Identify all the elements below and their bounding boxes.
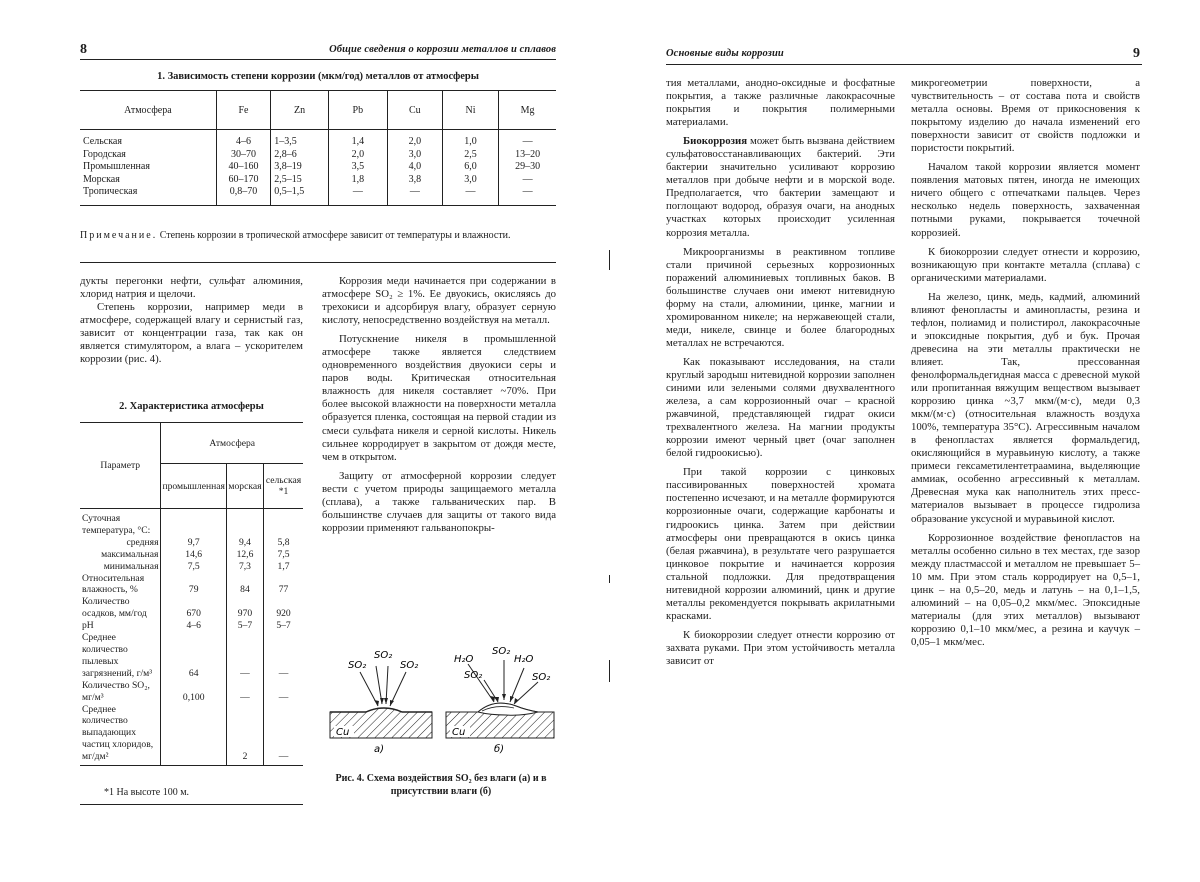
table-cell: Сельская	[83, 136, 122, 147]
table1-bottom-rule	[80, 262, 556, 263]
table-cell: максимальная	[101, 548, 159, 560]
table-cell: 9,7	[161, 537, 226, 549]
table-cell: 5,8	[264, 537, 303, 549]
table-cell: 9,4	[226, 537, 263, 549]
table-row	[80, 596, 303, 620]
table-cell: рН	[82, 620, 94, 632]
table-cell: 5–7	[226, 620, 263, 632]
table-cell: 670	[161, 596, 226, 620]
table-cell: 2	[226, 704, 263, 766]
table2-sub-header: промышленная	[161, 464, 226, 509]
left-page-column-2	[322, 275, 556, 535]
table-cell: —	[499, 130, 556, 149]
table2-footnote: *1 На высоте 100 м.	[104, 787, 190, 798]
table-cell: 14,6	[161, 549, 226, 561]
table1-header: Pb	[328, 91, 387, 130]
table-row	[80, 161, 556, 174]
figure-panel-label: а)	[374, 744, 385, 754]
table-cell: —	[499, 186, 556, 205]
gutter-mark	[609, 575, 610, 583]
figure-label: H₂O	[454, 654, 474, 665]
table-row	[80, 680, 303, 704]
table-cell: 79	[161, 573, 226, 597]
gutter-mark	[609, 250, 610, 270]
paragraph: Степень коррозии, например меди в атмосфере, содержащей влагу и сернистый газ, зависит от концентрации газа, так как он является стимулятором, а влага – ускорителем коррозии (рис. 4).	[80, 301, 303, 366]
paragraph: дукты перегонки нефти, сульфат алюминия, хлорид натрия и щелочи.	[80, 275, 303, 301]
table-cell	[264, 509, 303, 537]
table-cell: 920	[264, 596, 303, 620]
table-cell: Количество осадков, мм/год	[82, 596, 147, 620]
table-cell: 3,8	[387, 174, 442, 187]
table-cell: Относительная влажность, %	[82, 572, 145, 596]
table-row	[80, 130, 556, 149]
figure-metal-label: Cu	[336, 727, 350, 738]
table-cell: 3,0	[387, 149, 442, 162]
table1-header: Cu	[387, 91, 442, 130]
figure-label: SO₂	[464, 670, 483, 681]
right-running-head: Основные виды коррозии	[666, 48, 784, 59]
table-cell: 64	[161, 632, 226, 680]
paragraph: Коррозионное воздействие фенопластов на металлы особенно сильно в тех местах, где зазор между пластмассой и металлом не превышает 5–10 мм. При этом сталь корродирует на 0,5–1, цинк – на 0,5–20, медь и латунь – на 0,1–1,5, алюминий – на 0,05–0,2 мкм/мес. Эпоксидные материалы (для этих металлов) вызывают коррозию 0,1–10 мкм/мес, а резина и каучук – 0,05–1 мкм/мес.	[911, 531, 1140, 648]
table-cell: —	[226, 680, 263, 704]
gutter-mark	[609, 660, 610, 682]
table-cell: 0,100	[161, 680, 226, 704]
left-running-head: Общие сведения о коррозии металлов и сплавов	[329, 44, 556, 55]
table-cell: Промышленная	[83, 161, 150, 172]
table-cell: 1,8	[328, 174, 387, 187]
table-cell	[226, 509, 263, 537]
left-page-number: 8	[80, 42, 87, 57]
paragraph: микрогеометрии поверхности, а чувствительность – от состава пота и свойств металла основы. Время от прикосновения к покрытому изделию до начала изменений его поверхности зависит от свойств подложки и пористости покрытий.	[911, 77, 1140, 155]
figure-label: SO₂	[374, 650, 393, 661]
table-row	[80, 561, 303, 573]
table-cell: Среднее количество пылевых загрязнений, г/м³	[82, 632, 153, 679]
table-cell: 1–3,5	[271, 130, 329, 149]
paragraph: На железо, цинк, медь, кадмий, алюминий влияют фенопласты и аминопласты, резина и тефлон, полиамид и полистирол, лакокрасочные и эпоксидные покрытия, дуб и бук. Прочая древесина на эти металлы практически не влияет. Так, прессованная фенолформальдегидная масса с древесной мукой или пропитанная вяжущим веществом вызывает коррозию цинка ~3,7 мкм/(м·с), меди 0,3 мкм/(м·с) (относительная влажность воздуха 100%, температура 35°С). Агрессивным началом в фенопластах является формальдегид, окисляющийся в муравьиную кислоту, а также примеси гексаметилентетраамина, выделяющие аммиак, особенно агрессивный к металлам. Древесная мука как наполнитель этих пресс-материалов вызывает в процессе гидролиза образование уксусной и муравьиной кислот.	[911, 290, 1140, 525]
table1-header: Fe	[216, 91, 270, 130]
right-page-number: 9	[1133, 46, 1140, 61]
table-cell: минимальная	[103, 560, 159, 572]
table-cell: Городская	[83, 148, 126, 160]
table-cell: 2,5–15	[271, 174, 329, 187]
table1-caption: 1. Зависимость степени коррозии (мкм/год) металлов от атмосферы	[157, 71, 479, 82]
left-page-column-1	[80, 275, 303, 366]
table1-note	[80, 230, 556, 243]
figure-metal-label: Cu	[452, 727, 466, 738]
table2-param-header: Параметр	[80, 423, 161, 509]
table-cell: —	[387, 186, 442, 205]
table-cell: 2,0	[328, 149, 387, 162]
table-cell: 77	[264, 573, 303, 597]
bold-term: Биокоррозия	[683, 135, 748, 148]
table-row	[80, 704, 303, 766]
paragraph: Началом такой коррозии является момент появления матовых пятен, иногда не имеющих ничего общего с отпечатками пальцев. Через несколько недель поверхность, захваченная потными руками, покрывается точечной коррозией.	[911, 161, 1140, 239]
table-cell: 30–70	[216, 149, 270, 162]
table-cell: 29–30	[499, 161, 556, 174]
table-cell: 1,0	[442, 130, 498, 149]
table-cell: —	[442, 186, 498, 205]
figure-4-caption: Рис. 4. Схема воздействия SO₂ без влаги (а) и в присутствии влаги (б)	[335, 773, 547, 797]
table-row	[80, 186, 556, 205]
table-cell	[161, 509, 226, 537]
paragraph	[666, 135, 895, 239]
table-cell: 7,5	[264, 549, 303, 561]
table-cell: Морская	[83, 173, 120, 185]
table-row	[80, 537, 303, 549]
figure-label: SO₂	[532, 672, 551, 683]
table-row	[80, 509, 303, 537]
table1-note-text: Степень коррозии в тропической атмосфере зависит от температуры и влажности.	[157, 230, 511, 241]
table-cell: 60–170	[216, 174, 270, 187]
table-cell: 7,5	[161, 561, 226, 573]
table-cell: 4–6	[216, 130, 270, 149]
table-cell: 7,3	[226, 561, 263, 573]
table2-group-header: Атмосфера	[161, 423, 303, 464]
paragraph-text: может быть вызвана действием сульфатовосстанавливающих бактерий. Эти бактерии значительно усиливают коррозию металлов при добыче нефти и в морской воде. Предполагается, что бактерии замещают и поглощают водород, образуя очаги, на анодных участках которых происходит усиленная коррозия металла.	[666, 135, 895, 239]
table-cell: 2,0	[387, 130, 442, 149]
table-cell: 1,4	[328, 130, 387, 149]
figure-panel-label: б)	[494, 744, 505, 754]
table-cell: 2,5	[442, 149, 498, 162]
table-cell: 2,8–6	[271, 149, 329, 162]
table-cell: —	[499, 174, 556, 187]
paragraph: При такой коррозии с цинковых пассивированных поверхностей хромата постепенно исчезают, и на металле формируются коррозионные очаги, содержащие карбонаты и гидроокись цинка. Затем при действии атмосферы они превращаются в окись цинка (белая ржавчина), в результате чего разрушается цинковое покрытие и начинается коррозия стальной подложки. Для предотвращения нитевидной коррозии алюминий, цинк и другие металлы рекомендуется покрывать акрилатными красками.	[666, 466, 895, 622]
table-cell: 5–7	[264, 620, 303, 632]
table-cell: 12,6	[226, 549, 263, 561]
right-page-column-2	[911, 77, 1140, 649]
left-page-bottom-rule	[80, 804, 303, 805]
paragraph: Как показывают исследования, на стали круглый зародыш нитевидной коррозии заполнен синими или зелеными солями двухвалентного железа, а сам коррозионный очаг – красной ржавчиной, представляющей гидрат окиси трехвалентного железа. На магнии продукты коррозии имеют черный цвет (очаг заполнен белой гидроокисью).	[666, 355, 895, 460]
table-cell: —	[264, 632, 303, 680]
table-cell: Количество SO₂, мг/м³	[82, 679, 150, 703]
table-cell: 3,5	[328, 161, 387, 174]
figure-label: SO₂	[492, 646, 511, 657]
table1-header: Zn	[271, 91, 329, 130]
paragraph: Потускнение никеля в промышленной атмосфере также является следствием одновременного воздействия двуокиси серы и паров воды. Критическая относительная влажность для никеля составляет ~70%. При более высокой влажности на поверхности металла образуется пленка, состоящая на первой стадии из смеси сульфата никеля и серной кислоты. Никель сильнее корродирует в закрытом от дождя месте, чем в открытом.	[322, 333, 556, 463]
paragraph: Коррозия меди начинается при содержании в атмосфере SO₂ ≥ 1%. Ее двуокись, окисляясь до трехокиси и адсорбируя влагу, образует серную кислоту, непосредственно воздействуя на металл.	[322, 275, 556, 327]
figure-label: SO₂	[348, 660, 367, 671]
figure-4	[326, 642, 556, 754]
table-cell: 3,8–19	[271, 161, 329, 174]
table-cell: —	[264, 680, 303, 704]
paragraph: тия металлами, анодно-оксидные и фосфатные покрытия, а также различные лакокрасочные покрытия и покрытия полимерными материалами.	[666, 77, 895, 129]
figure-label: SO₂	[400, 660, 419, 671]
table-cell: 0,5–1,5	[271, 186, 329, 205]
table2-sub-header: сельская *1	[264, 464, 303, 509]
table-cell: Тропическая	[80, 186, 216, 205]
table-cell: 40–160	[216, 161, 270, 174]
table-cell: 6,0	[442, 161, 498, 174]
table-cell: 84	[226, 573, 263, 597]
table-cell: 970	[226, 596, 263, 620]
table-cell: Среднее количество выпадающих частиц хлоридов, мг/дм²	[80, 704, 161, 766]
table2-caption: 2. Характеристика атмосферы	[119, 401, 264, 412]
table2-sub-header: морская	[226, 464, 263, 509]
table-cell: 0,8–70	[216, 186, 270, 205]
table-cell: 4–6	[161, 620, 226, 632]
table-cell: Суточная температура, °С:	[82, 513, 151, 536]
table1	[80, 90, 556, 206]
table-cell: —	[264, 704, 303, 766]
table1-header: Mg	[499, 91, 556, 130]
table-cell: —	[328, 186, 387, 205]
table-cell: 13–20	[499, 149, 556, 162]
table-row	[80, 174, 556, 187]
paragraph: Микроорганизмы в реактивном топливе стали причиной серьезных коррозионных поражений алюминиевых топливных баков. В большинстве случаев они имеют нитевидную форму на стали, алюминии, цинке, магнии и хромированном никеле; на нержавеющей стали, меди, никеле, свинце и более благородных металлах не встречаются.	[666, 245, 895, 349]
figure-label: H₂O	[514, 654, 534, 665]
table-row	[80, 632, 303, 680]
table-row	[80, 149, 556, 162]
table1-header: Ni	[442, 91, 498, 130]
table2	[80, 422, 303, 766]
left-header-rule	[80, 59, 556, 60]
table-cell: —	[226, 632, 263, 680]
table-cell: средняя	[126, 536, 159, 548]
table-row	[80, 620, 303, 632]
paragraph: К биокоррозии следует отнести коррозию от захвата руками. При этом устойчивость металла зависит от	[666, 628, 895, 667]
table-cell: 4,0	[387, 161, 442, 174]
table-cell	[161, 704, 226, 766]
table-row	[80, 549, 303, 561]
table-cell: 3,0	[442, 174, 498, 187]
table-cell: 1,7	[264, 561, 303, 573]
right-header-rule	[666, 64, 1142, 65]
table1-header: Атмосфера	[80, 91, 216, 130]
table-row	[80, 573, 303, 597]
right-page-column-1	[666, 77, 895, 668]
table1-note-label: Примечание.	[80, 230, 158, 241]
paragraph: Защиту от атмосферной коррозии следует вести с учетом природы защищаемого металла (сплава), а также гальванических пар. В большинстве случаев для защиты от такого вида коррозии применяют гальванопокры-	[322, 469, 556, 534]
paragraph: К биокоррозии следует отнести и коррозию, возникающую при контакте металла (сплава) с органическими материалами.	[911, 245, 1140, 284]
